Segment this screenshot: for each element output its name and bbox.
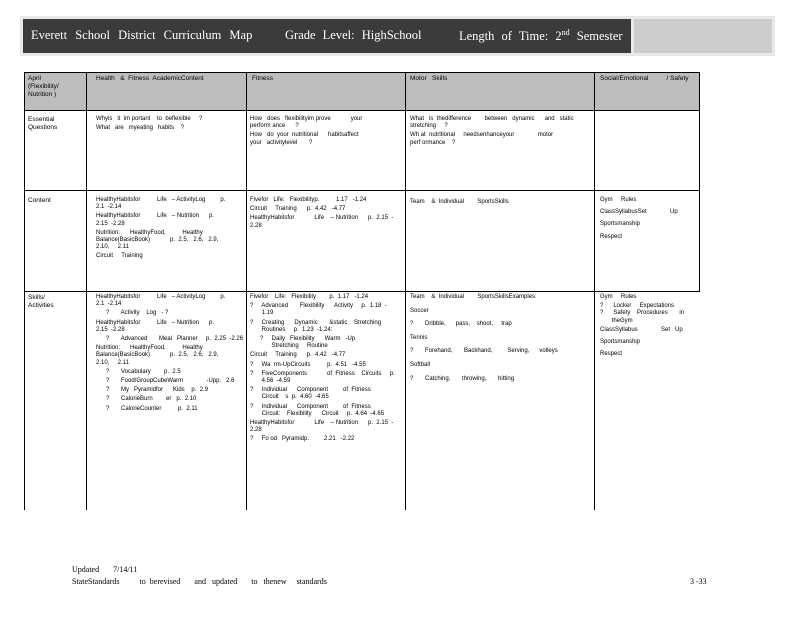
divider — [24, 72, 700, 73]
list-item: ? Fo od Pyramidp. 2.21 -2.22 — [250, 436, 355, 443]
cell-text: What is thedifference between dynamic and static stretching ? — [410, 116, 574, 130]
cell-text: Tennis — [410, 334, 428, 341]
page-header — [20, 16, 775, 56]
list-item: ? Activity Log - ? — [106, 310, 169, 317]
cell-text: Fivefor Life: Flexibility p. 1.17 -1.24 — [250, 294, 369, 300]
header-gray-box — [634, 19, 772, 53]
cell-text: HealthyHabitsfor Life – Nutrition p. 2.15 -2.28 — [96, 213, 215, 227]
list-item: ? FiveComponents of Fitness Circuits p. 4.56 -4.59 — [250, 370, 395, 385]
standards-note: StateStandards to berevised and updated to thenew standards — [72, 577, 327, 586]
column-header-fitness: Fitness — [252, 75, 273, 82]
list-item: ? Advanced Meal Planner p. 2.25 -2.26 — [106, 336, 244, 343]
cell-text: Team & Individual SportsSkillsExamples: — [410, 294, 537, 300]
list-item: ? CalorieCounter p. 2.11 — [106, 405, 198, 412]
skills-fitness-cell — [250, 294, 402, 446]
list-item: ? Daily Flexibility Warm -Up Stretching Routine — [260, 336, 356, 350]
cell-text: ClassSyllabusSet Up — [600, 209, 678, 216]
cell-text: Sportsmanship — [600, 339, 641, 346]
curriculum-table — [24, 72, 700, 510]
list-item: ? Vocabulary p. 2.5 — [106, 368, 181, 375]
essential-motor-cell — [410, 116, 592, 149]
list-item: ? Forehand, Backhand, Serving, volleys — [410, 348, 558, 355]
cell-text: Soccer — [410, 307, 429, 314]
content-health-cell — [96, 197, 244, 263]
content-fitness-cell — [250, 197, 402, 232]
document-title: Everett School District Curriculum Map — [31, 28, 253, 42]
cell-text: ClassSyllabus Set Up — [600, 326, 683, 333]
list-item: ? Advanced Flexibility Activity p. 1.18 - 1.19 — [250, 303, 387, 317]
cell-text: Nutrition: HealthyFood, Healthy Balance(BasicBook) p. 2.5, 2.6, 2.9, 2.10, 2.11 — [96, 229, 219, 251]
cell-text: Respect — [600, 351, 623, 358]
skills-health-cell — [96, 294, 244, 415]
list-item: ? My Pyramidfor Kids p. 2.9 — [106, 387, 209, 394]
cell-text: Nutrition: HealthyFood, Healthy Balance(BasicBook) p. 2.5, 2.6, 2.9, 2.10, 2.11 — [96, 345, 219, 366]
cell-text: Circuit Training — [96, 253, 143, 260]
skills-motor-cell — [410, 294, 592, 389]
page-number: 3 -33 — [690, 577, 707, 586]
cell-text: What are myeating habits ? — [96, 125, 185, 132]
cell-text: HealthyHabitsfor Life – ActivityLog p. 2.1 -2.14 — [96, 294, 226, 308]
cell-text: Gym Rules — [600, 294, 637, 300]
cell-text: HealthyHabitsfor Life – Nutrition p. 2.15 - 2.28 — [250, 215, 394, 229]
cell-text: HealthyHabitsfor Life – Nutrition p. 2.15 -2.28 — [96, 319, 215, 333]
row-label-content: Content — [28, 197, 51, 204]
grade-level: Grade Level: HighSchool — [285, 28, 422, 42]
list-item: ? CalorieBurn er p. 2.10 — [106, 396, 197, 403]
cell-text: Sportsmanship — [600, 221, 641, 228]
list-item: ? Creating Dynamic &static Stretching Routines p. 1.23 -1.24: — [250, 319, 382, 333]
column-header-month: April (Flexibility/ Nutrition ) — [28, 75, 59, 98]
header-bar — [23, 19, 631, 53]
divider — [24, 190, 700, 191]
content-social-cell — [600, 197, 698, 246]
skills-social-cell — [600, 294, 698, 360]
cell-text: Team & Individual SportsSkills — [410, 199, 509, 205]
cell-text: Wh at nutritional needsenhanceyour motor perf ormance ? — [410, 132, 554, 146]
cell-text: How does flexibilityim prove your perform ance ? — [250, 116, 363, 130]
divider — [24, 291, 700, 292]
divider — [699, 72, 700, 292]
cell-text: HealthyHabitsfor Life – Nutrition p. 2.15 - 2.28 — [250, 420, 394, 434]
content-motor-cell — [410, 199, 592, 208]
list-item: ? Safety Procedures in theGym — [600, 310, 685, 324]
updated-note: Updated 7/14/11 — [72, 565, 138, 574]
cell-text: Circuit Training p. 4.42 -4.77 — [250, 352, 346, 359]
list-item: ? Individual Component of Fitness Circuit: Flexibility Circuit p. 4.64 -4.65 — [250, 403, 385, 417]
cell-text: HealthyHabitsfor Life – ActivityLog p. 2.1 -2.14 — [96, 197, 226, 211]
cell-text: Softball — [410, 361, 431, 368]
essential-health-cell — [96, 116, 244, 134]
column-header-social: Social/Emotional / Safety — [600, 75, 689, 82]
list-item: ? Catching, throwing, hitting — [410, 375, 515, 382]
cell-text: Gym Rules — [600, 197, 637, 203]
cell-text: Respect — [600, 233, 623, 240]
cell-text: How do your nutritional habitsaffect your activitylevel ? — [250, 132, 359, 146]
length-of-time: Length of Time: 2nd Semester — [459, 28, 623, 44]
list-item: ? Wa rm-UpCircuits p. 4.51 -4.55 — [250, 361, 366, 368]
column-header-motor: Motor Skills — [410, 75, 448, 82]
divider — [24, 110, 700, 111]
column-header-health: Health & Fitness AcademicContent — [96, 75, 204, 82]
row-label-skills: Skills/ Activities — [28, 294, 54, 309]
list-item: ? Food/GroupCubeWarm -Upp. 2.6 — [106, 378, 235, 385]
list-item: ? Locker Expectations — [600, 303, 675, 310]
essential-fitness-cell — [250, 116, 402, 149]
cell-text: Whyis it im portant to beflexible ? — [96, 116, 203, 122]
list-item: ? Dribble, pass, shoot, trap — [410, 321, 512, 328]
cell-text: Fivefor Life: Flexibilityp. 1.17 -1.24 — [250, 197, 367, 203]
row-label-essential: Essential Questions — [28, 116, 58, 131]
cell-text: Circuit Training p. 4.42 -4.77 — [250, 206, 346, 213]
list-item: ? Individual Component of Fitness Circuit s p. 4.60 -4.65 — [250, 387, 371, 401]
